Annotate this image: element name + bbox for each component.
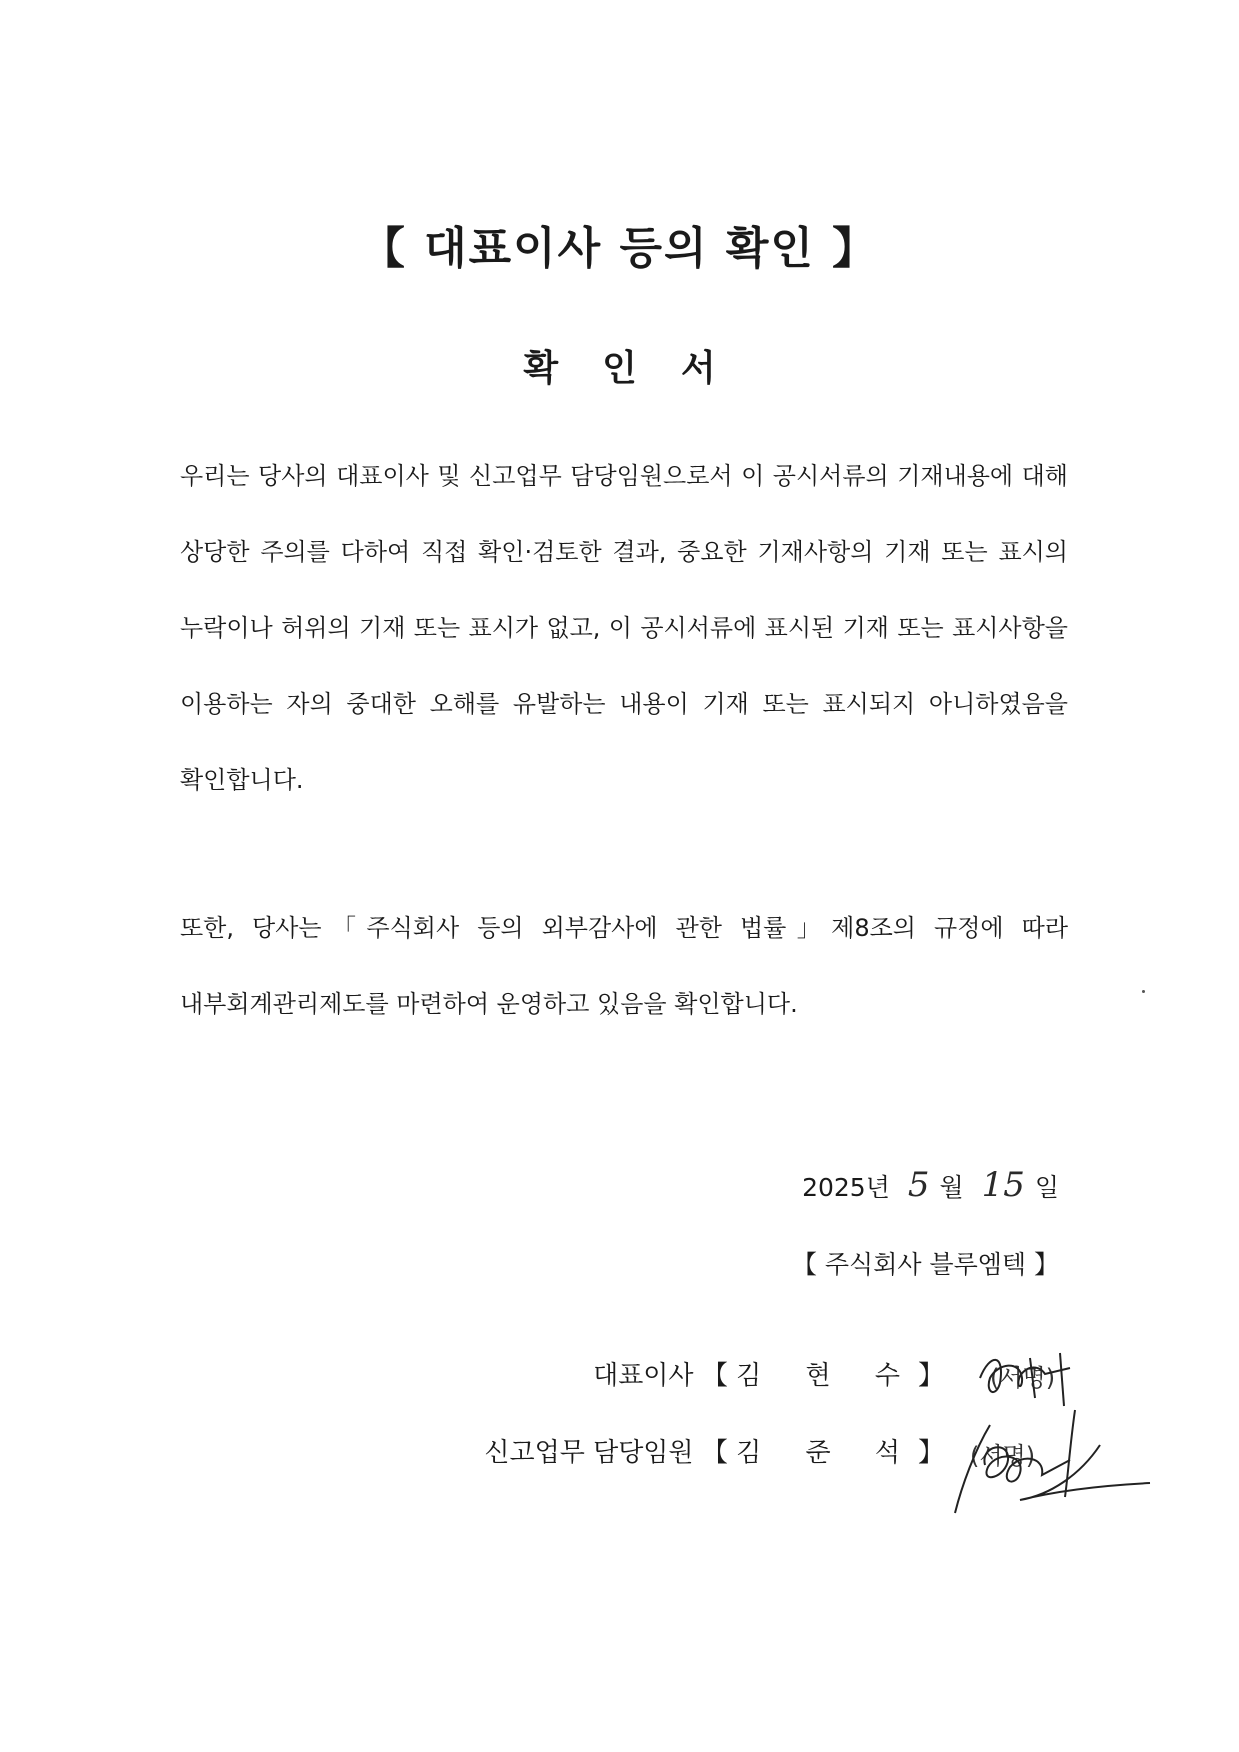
date-day-handwritten: 15 — [981, 1165, 1025, 1205]
ceo-signatory-line — [593, 1355, 944, 1392]
ceo-role: 대표이사 — [593, 1361, 694, 1391]
subheading-char-3: 서 — [680, 348, 716, 389]
signing-date — [802, 1165, 1059, 1205]
officer-signature-mark: (서명) — [970, 1442, 1036, 1470]
subheading-char-1: 확 — [523, 348, 559, 389]
officer-role: 신고업무 담당임원 — [484, 1438, 694, 1468]
ceo-bracket-open: 【 — [701, 1361, 728, 1391]
confirmation-paragraph: 우리는 당사의 대표이사 및 신고업무 담당임원으로서 이 공시서류의 기재내용에 대해 상당한 주의를 다하여 직접 확인·검토한 결과, 중요한 기재사항의 기재 또는 표시의 누락이나 허위의 기재 또는 표시가 없고, 이 공시서류에 표시된 기재 또는 표시사항을 이용하는 자의 중대한 오해를 유발하는 내용이 기재 또는 표시되지 아니하였음을 확인합니다. — [180, 462, 1068, 794]
subheading-char-2: 인 — [602, 348, 637, 389]
date-day-label: 일 — [1034, 1173, 1059, 1202]
ceo-name: 김 현 수 — [736, 1361, 918, 1391]
ceo-bracket-close: 】 — [917, 1361, 944, 1391]
ceo-signature-mark: (서명) — [990, 1364, 1056, 1392]
officer-signatory-line — [484, 1432, 944, 1469]
officer-bracket-open: 【 — [701, 1438, 728, 1468]
date-year: 2025년 — [802, 1173, 890, 1202]
scan-speck — [1142, 990, 1145, 993]
date-month-handwritten: 5 — [907, 1165, 930, 1205]
company-name: 【 주식회사 블루엠텍 】 — [791, 1250, 1059, 1279]
document-subheading — [0, 340, 1239, 391]
officer-name: 김 준 석 — [736, 1438, 918, 1468]
internal-control-paragraph: 또한, 당사는「주식회사 등의 외부감사에 관한 법률」제8조의 규정에 따라 내부회계관리제도를 마련하여 운영하고 있음을 확인합니다. — [180, 914, 1068, 1018]
date-month-label: 월 — [939, 1173, 964, 1202]
officer-bracket-close: 】 — [917, 1438, 944, 1468]
document-heading: 【 대표이사 등의 확인 】 — [360, 223, 879, 274]
